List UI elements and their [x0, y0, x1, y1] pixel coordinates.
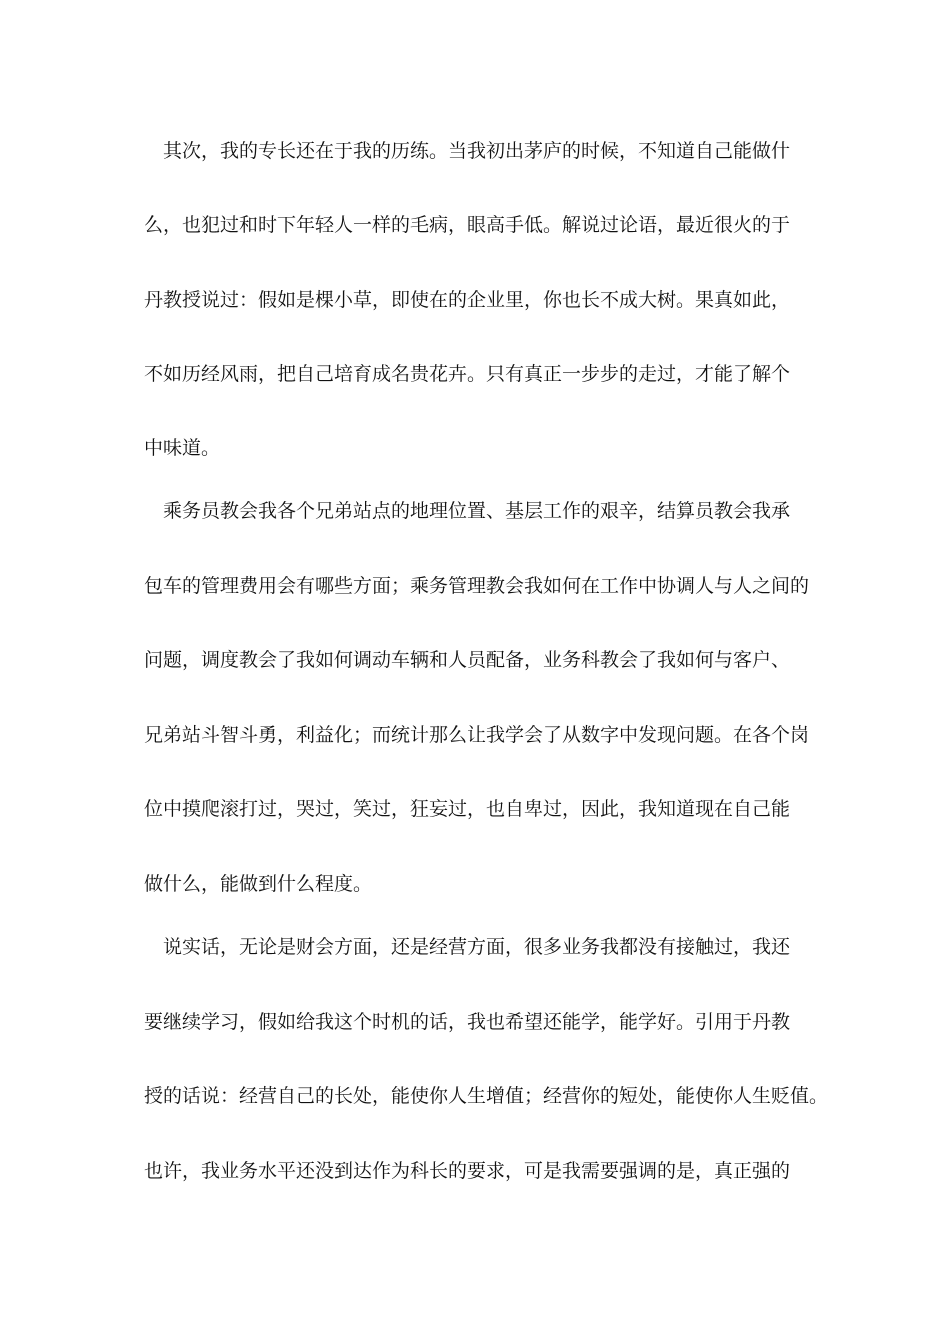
- paragraph-2-line-1: 乘务员教会我各个兄弟站点的地理位置、基层工作的艰辛，结算员教会我承: [163, 500, 791, 522]
- paragraph-2-line-5: 位中摸爬滚打过，哭过，笑过，狂妄过，也自卑过，因此，我知道现在自己能: [144, 798, 791, 820]
- paragraph-1-line-1: 其次，我的专长还在于我的历练。当我初出茅庐的时候，不知道自己能做什: [163, 140, 791, 162]
- paragraph-2-line-4: 兄弟站斗智斗勇，利益化；而统计那么让我学会了从数字中发现问题。在各个岗: [144, 724, 810, 746]
- paragraph-1-line-2: 么，也犯过和时下年轻人一样的毛病，眼高手低。解说过论语，最近很火的于: [144, 214, 791, 236]
- paragraph-1-line-3: 丹教授说过：假如是棵小草，即使在的企业里，你也长不成大树。果真如此，: [144, 289, 791, 311]
- paragraph-1-line-4: 不如历经风雨，把自己培育成名贵花卉。只有真正一步步的走过，才能了解个: [144, 363, 791, 385]
- paragraph-2-line-3: 问题，调度教会了我如何调动车辆和人员配备，业务科教会了我如何与客户、: [144, 649, 791, 671]
- paragraph-3-line-3: 授的话说：经营自己的长处，能使你人生增值；经营你的短处，能使你人生贬值。: [144, 1085, 829, 1107]
- paragraph-2-line-6: 做什么，能做到什么程度。: [144, 873, 373, 895]
- paragraph-1-line-5: 中味道。: [144, 437, 221, 459]
- paragraph-3-line-1: 说实话，无论是财会方面，还是经营方面，很多业务我都没有接触过，我还: [163, 936, 791, 958]
- paragraph-3-line-4: 也许，我业务水平还没到达作为科长的要求，可是我需要强调的是，真正强的: [144, 1160, 791, 1182]
- paragraph-3-line-2: 要继续学习，假如给我这个时机的话，我也希望还能学，能学好。引用于丹教: [144, 1011, 791, 1033]
- paragraph-2-line-2: 包车的管理费用会有哪些方面；乘务管理教会我如何在工作中协调人与人之间的: [144, 575, 810, 597]
